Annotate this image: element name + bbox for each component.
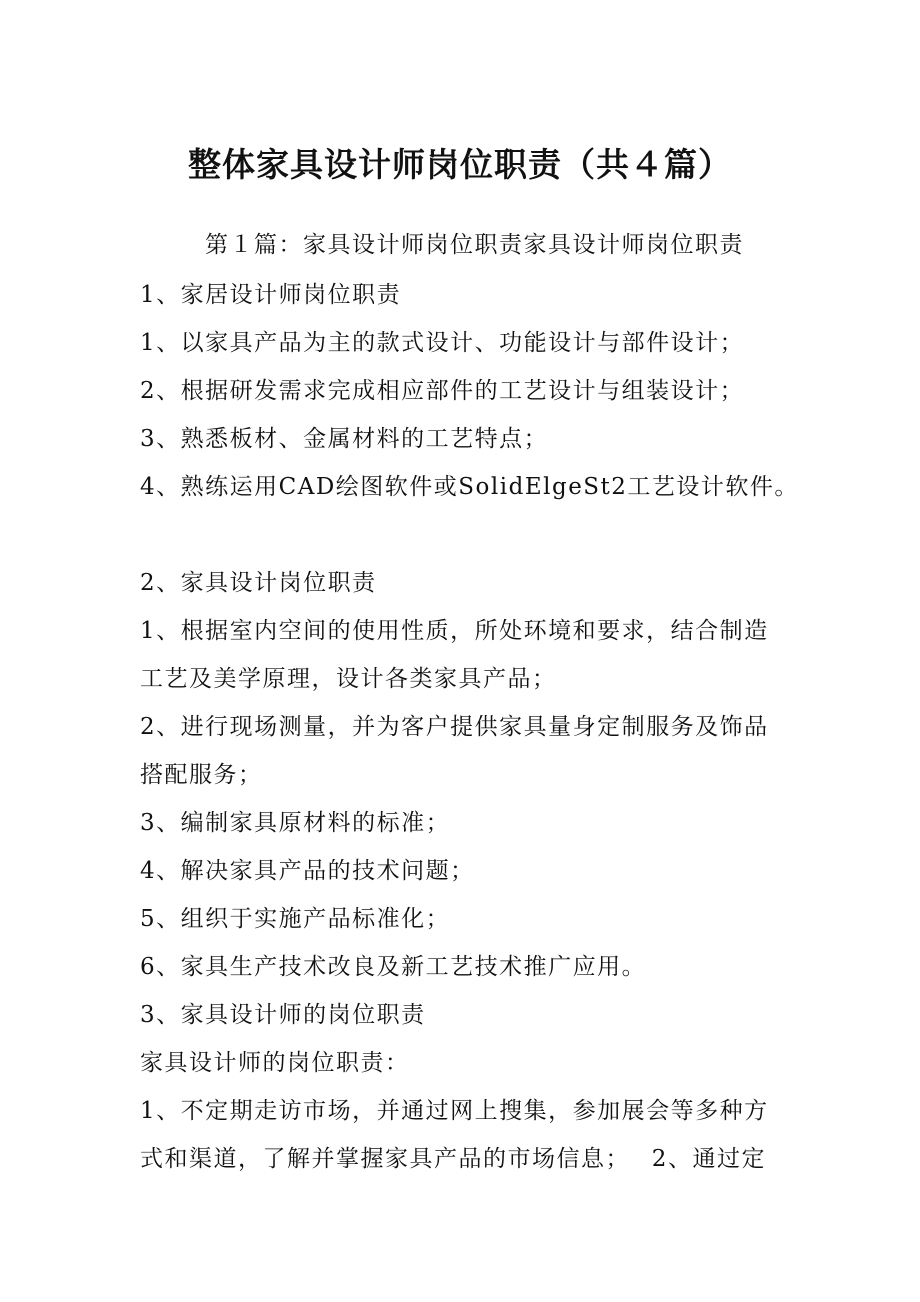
- paragraph-line: 3、熟悉板材、金属材料的工艺特点；: [140, 426, 549, 452]
- paragraph-line: 1、根据室内空间的使用性质，所处环境和要求，结合制造: [140, 618, 769, 644]
- paragraph-line: 式和渠道，了解并掌握家具产品的市场信息； 2、通过定: [140, 1146, 766, 1172]
- paragraph-line: 5、组织于实施产品标准化；: [140, 906, 451, 932]
- paragraph-line: 4、熟练运用CAD绘图软件或SolidElgeSt2工艺设计软件。: [140, 474, 799, 500]
- paragraph-line: 1、以家具产品为主的款式设计、功能设计与部件设计；: [140, 330, 745, 356]
- paragraph-line: 4、解决家具产品的技术问题；: [140, 858, 475, 884]
- paragraph-line: 工艺及美学原理，设计各类家具产品；: [140, 666, 557, 692]
- document-subtitle: 第１篇：家具设计师岗位职责家具设计师岗位职责: [205, 232, 744, 258]
- paragraph-line: 搭配服务；: [140, 762, 263, 788]
- paragraph-line: 3、家具设计师的岗位职责: [140, 1002, 426, 1028]
- document-title: 整体家具设计师岗位职责（共４篇）: [188, 145, 732, 184]
- paragraph-line: 3、编制家具原材料的标准；: [140, 810, 451, 836]
- paragraph-line: 2、根据研发需求完成相应部件的工艺设计与组装设计；: [140, 378, 745, 404]
- paragraph-line: 1、不定期走访市场，并通过网上搜集，参加展会等多种方: [140, 1098, 769, 1124]
- paragraph-line: 2、进行现场测量，并为客户提供家具量身定制服务及饰品: [140, 714, 769, 740]
- paragraph-line: 2、家具设计岗位职责: [140, 570, 377, 596]
- paragraph-line: 1、家居设计师岗位职责: [140, 282, 402, 308]
- paragraph-line: 6、家具生产技术改良及新工艺技术推广应用。: [140, 954, 647, 980]
- paragraph-line: 家具设计师的岗位职责：: [140, 1050, 410, 1076]
